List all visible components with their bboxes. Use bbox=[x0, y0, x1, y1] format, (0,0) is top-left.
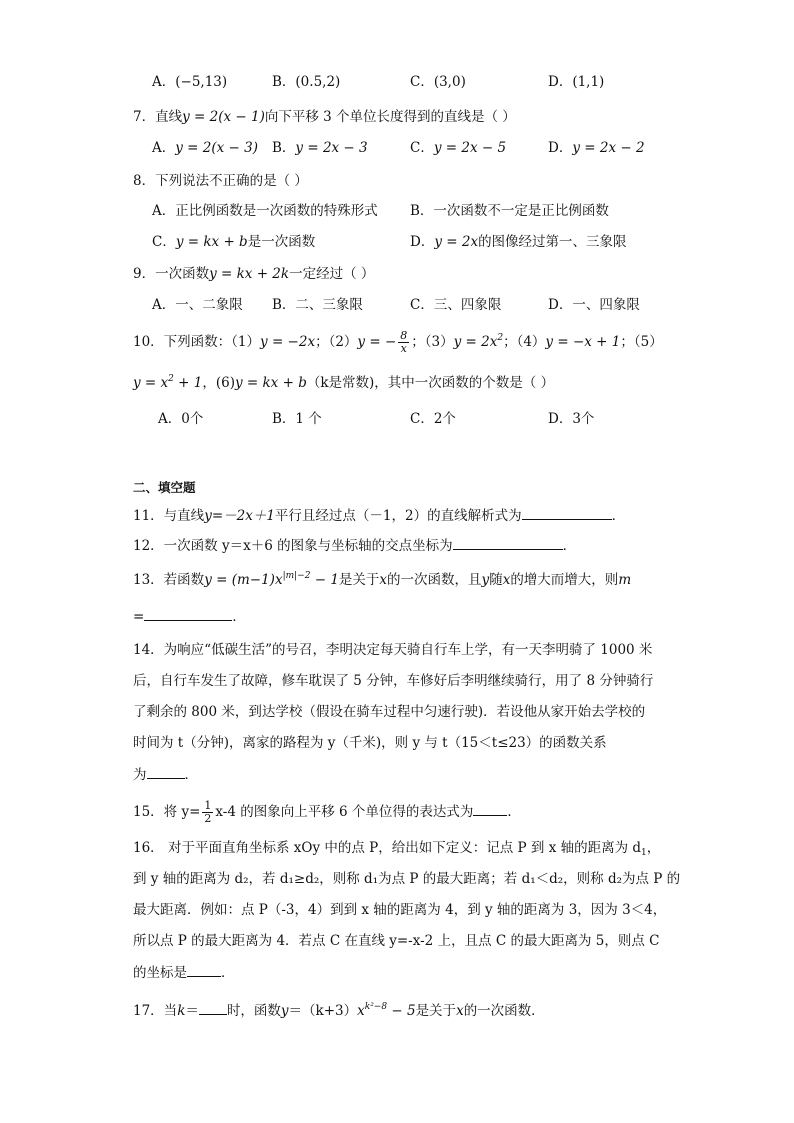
q10-p1: 10．下列函数：（1） bbox=[133, 334, 261, 350]
q17-k: k bbox=[177, 1003, 186, 1019]
q10-p3: ；（3） bbox=[411, 334, 454, 350]
q10-p6: ，(6) bbox=[202, 375, 235, 391]
q15-pre: 15．将 y= bbox=[133, 804, 201, 820]
q13-eq-exp: |m|−2 bbox=[282, 571, 311, 581]
q13-mid2: 的一次函数，且 bbox=[387, 572, 482, 588]
q13-eq-pre: y = (m−1)x bbox=[204, 572, 283, 588]
q10-p5: ；（5） bbox=[620, 334, 663, 350]
q10-f1: y = −2x bbox=[260, 334, 316, 350]
q10-l2-post: （k是常数)，其中一次函数的个数是（ ） bbox=[306, 375, 555, 391]
q10-f4: y = −x + 1 bbox=[545, 334, 621, 350]
q16-line5 bbox=[133, 962, 235, 983]
q10-f5-exp: 2 bbox=[168, 374, 174, 384]
q6-option-c[interactable]: C．(3,0) bbox=[410, 74, 466, 90]
q10-stem-line1 bbox=[133, 330, 663, 355]
q13-eq-post: − 1 bbox=[310, 572, 339, 588]
q7-stem-pre: 7．直线 bbox=[133, 109, 183, 125]
q14-line2: 后，自行车发生了故障，修车耽误了 5 分钟，车修好后李明继续骑行，用了 8 分钟骑行 bbox=[133, 673, 654, 689]
q17-x: x bbox=[357, 1003, 365, 1019]
q13-post: 的增大而增大，则 bbox=[510, 572, 619, 588]
q12-text: 12．一次函数 y＝x＋6 的图象与坐标轴的交点坐标为 bbox=[133, 538, 453, 554]
q8-c-post: 是一次函数 bbox=[247, 234, 316, 250]
q13-stem-line1 bbox=[133, 570, 631, 590]
q10-p2: ；（2） bbox=[315, 334, 358, 350]
q16-line1 bbox=[133, 838, 660, 858]
q7-b-eq: y = 2x − 3 bbox=[295, 140, 368, 156]
q9-option-a[interactable]: A．一、二象限 bbox=[152, 297, 243, 313]
q10-f3-exp: 2 bbox=[497, 333, 504, 343]
q8-c-eq: y = kx + b bbox=[175, 234, 248, 250]
q10-f3: y = 2x bbox=[453, 334, 498, 350]
q16-line4: 所以点 P 的最大距离为 4．若点 C 在直线 y=-x-2 上，且点 C 的最大距离为 5，则点 C bbox=[133, 933, 660, 949]
q11-answer-blank[interactable] bbox=[522, 505, 612, 520]
q17-end: 的一次函数． bbox=[463, 1003, 545, 1019]
q10-f5: y = x bbox=[133, 375, 169, 391]
q10-f5-post: + 1 bbox=[173, 375, 203, 391]
q13-l2-pre: = bbox=[133, 609, 145, 625]
q16-l5-end: ． bbox=[221, 965, 235, 981]
q13-stem-line2 bbox=[133, 606, 246, 627]
q7-stem-post: 向下平移 3 个单位长度得到的直线是（ ） bbox=[264, 109, 516, 125]
q13-answer-blank[interactable] bbox=[144, 606, 232, 621]
q13-x: x bbox=[379, 572, 388, 588]
q12-stem bbox=[133, 535, 576, 556]
q14-l5-pre: 为 bbox=[133, 767, 147, 783]
q6-option-d[interactable]: D．(1,1) bbox=[548, 74, 605, 90]
q10-stem-line2 bbox=[133, 373, 554, 393]
q10-f2-fraction bbox=[398, 330, 409, 355]
q7-option-c[interactable] bbox=[410, 138, 506, 158]
q7-option-a[interactable] bbox=[152, 138, 258, 158]
q7-stem-eq: y = 2(x − 1) bbox=[182, 109, 265, 125]
q11-end: ． bbox=[611, 508, 626, 524]
q16-line2: 到 y 轴的距离为 d₂，若 d₁≥d₂，则称 d₁为点 P 的最大距离；若 d₁＜d₂，则称 d₂为点 P 的 bbox=[133, 871, 681, 887]
q10-option-a[interactable]: A．0个 bbox=[158, 411, 204, 427]
q8-option-d[interactable] bbox=[410, 232, 627, 252]
q10-option-d[interactable]: D．3个 bbox=[548, 411, 595, 427]
q17-fn: ＝（k+3） bbox=[288, 1003, 358, 1019]
q9-stem-pre: 9．一次函数 bbox=[133, 266, 210, 282]
q10-f2-den: x bbox=[400, 342, 407, 355]
q12-answer-blank[interactable] bbox=[453, 535, 563, 550]
q10-f6: y = kx + b bbox=[234, 375, 307, 391]
q11-post: 平行且经过点（－1，2）的直线解析式为 bbox=[274, 508, 522, 524]
q12-end: ． bbox=[562, 538, 577, 554]
q7-c-label: C． bbox=[410, 140, 434, 156]
q17-answer-blank[interactable] bbox=[199, 1000, 227, 1015]
q9-stem bbox=[133, 264, 374, 284]
q16-l1-sub: 1 bbox=[641, 848, 647, 858]
q13-mid3: 随 bbox=[489, 572, 503, 588]
q8-d-label: D． bbox=[410, 234, 435, 250]
q10-f2-pre: y = − bbox=[357, 334, 397, 350]
q16-l5-pre: 的坐标是 bbox=[133, 965, 187, 981]
q10-f2-num: 8 bbox=[400, 329, 408, 342]
q8-d-eq: y = 2x bbox=[434, 234, 479, 250]
q7-option-d[interactable] bbox=[548, 138, 645, 158]
q10-p4: ；（4） bbox=[503, 334, 546, 350]
q7-d-label: D． bbox=[548, 140, 573, 156]
q16-l1-end: ， bbox=[646, 840, 661, 856]
q15-post: x-4 的图象向上平移 6 个单位得的表达式为 bbox=[215, 804, 474, 820]
q9-stem-post: 一定经过（ ） bbox=[289, 266, 375, 282]
q8-c-label: C． bbox=[152, 234, 176, 250]
q14-line1: 14．为响应“低碳生活”的号召，李明决定每天骑自行车上学，有一天李明骑了 1000 米 bbox=[133, 642, 653, 658]
q9-stem-eq: y = kx + 2k bbox=[209, 266, 290, 282]
q17-mid: 时，函数 bbox=[226, 1003, 281, 1019]
q14-line5 bbox=[133, 764, 198, 785]
q13-x2: x bbox=[502, 572, 511, 588]
q7-stem bbox=[133, 107, 516, 127]
q14-answer-blank[interactable] bbox=[147, 764, 185, 779]
q16-answer-blank[interactable] bbox=[187, 962, 221, 977]
q14-line4: 时间为 t（分钟)，离家的路程为 y（千米)，则 y 与 t（15＜t≤23）的函数关系 bbox=[133, 735, 607, 751]
q15-fraction bbox=[202, 800, 213, 825]
q17-exp: k²−8 bbox=[364, 1002, 388, 1012]
q16-line3: 最大距离．例如：点 P（-3，4）到到 x 轴的距离为 4，到 y 轴的距离为 3，因为 3＜4， bbox=[133, 902, 667, 918]
q7-option-b[interactable] bbox=[272, 138, 368, 158]
q17-y: y bbox=[280, 1003, 289, 1019]
q8-d-post: 的图像经过第一、三象限 bbox=[478, 234, 627, 250]
q15-num: 1 bbox=[204, 799, 212, 812]
q17-eq: ＝ bbox=[185, 1003, 199, 1019]
q8-option-c[interactable] bbox=[152, 232, 315, 252]
q15-stem bbox=[133, 800, 521, 825]
q13-pre: 13．若函数 bbox=[133, 572, 205, 588]
q13-y: y bbox=[481, 572, 490, 588]
q13-l2-end: ． bbox=[232, 609, 246, 625]
q8-stem: 8．下列说法不正确的是（ ） bbox=[133, 173, 308, 189]
q8-option-b[interactable]: B．一次函数不一定是正比例函数 bbox=[410, 203, 609, 219]
q7-a-eq: y = 2(x − 3) bbox=[175, 140, 258, 156]
q14-line3: 了剩余的 800 米，到达学校（假设在骑车过程中匀速行驶)．若设他从家开始去学校的 bbox=[133, 704, 646, 720]
q14-l5-end: ． bbox=[184, 767, 198, 783]
q13-m: m bbox=[618, 572, 632, 588]
q17-post: − 5 bbox=[387, 1003, 416, 1019]
q13-mid: 是关于 bbox=[338, 572, 380, 588]
q9-option-c[interactable]: C．三、四象限 bbox=[410, 297, 502, 313]
section-2-title: 二、填空题 bbox=[133, 480, 196, 495]
q10-option-c[interactable]: C．2个 bbox=[410, 411, 456, 427]
q11-pre: 11．与直线 bbox=[133, 508, 205, 524]
q9-option-d[interactable]: D．一、四象限 bbox=[548, 297, 640, 313]
q7-d-eq: y = 2x − 2 bbox=[572, 140, 645, 156]
q17-pre: 17．当 bbox=[133, 1003, 178, 1019]
q7-a-label: A． bbox=[152, 140, 176, 156]
q17-x2: x bbox=[456, 1003, 464, 1019]
q6-option-a[interactable]: A．(−5,13) bbox=[152, 74, 228, 90]
q17-tail: 是关于 bbox=[415, 1003, 457, 1019]
q15-end: ． bbox=[507, 804, 521, 820]
q7-b-label: B． bbox=[272, 140, 296, 156]
q16-l1-pre: 16． 对于平面直角坐标系 xOy 中的点 P，给出如下定义：记点 P 到 x 轴的距离为 d bbox=[133, 840, 642, 856]
q9-option-b[interactable]: B．二、三象限 bbox=[272, 297, 363, 313]
q10-option-b[interactable]: B．1 个 bbox=[272, 411, 322, 427]
q11-stem bbox=[133, 505, 625, 526]
q15-answer-blank[interactable] bbox=[473, 801, 507, 816]
q15-den: 2 bbox=[204, 812, 212, 825]
q17-stem bbox=[133, 1000, 545, 1021]
q11-eq: y=－2x＋1 bbox=[204, 508, 275, 524]
q6-option-b[interactable]: B．(0.5,2) bbox=[272, 74, 341, 90]
q8-option-a[interactable]: A．正比例函数是一次函数的特殊形式 bbox=[152, 203, 378, 219]
q7-c-eq: y = 2x − 5 bbox=[433, 140, 507, 156]
